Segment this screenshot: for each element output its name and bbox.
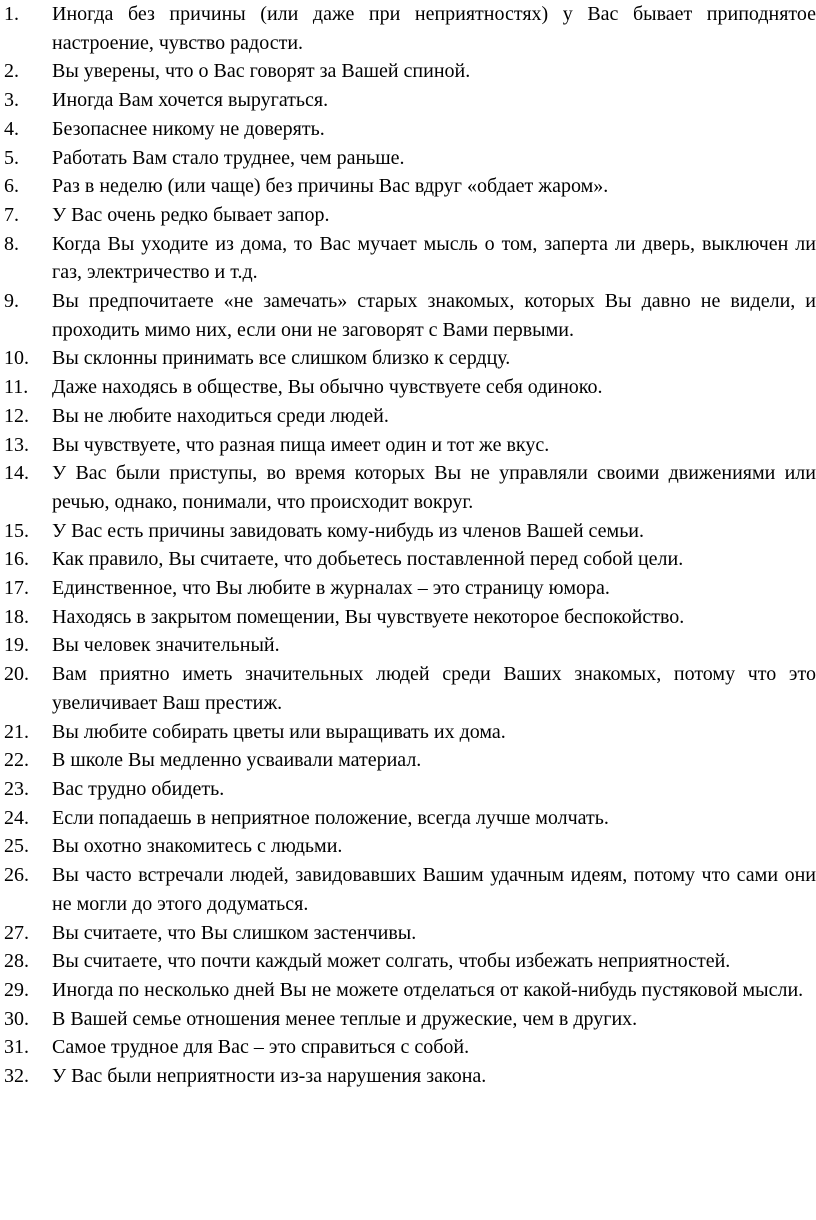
item-number: 30. — [4, 1007, 29, 1030]
item-number: 13. — [4, 433, 29, 456]
list-item — [0, 976, 816, 1005]
list-item — [0, 373, 816, 402]
item-number: 9. — [4, 290, 19, 313]
item-number: 10. — [4, 347, 29, 370]
item-text: Иногда Вам хочется выругаться. — [52, 89, 329, 112]
list-item — [0, 201, 816, 230]
list-item — [0, 919, 816, 948]
item-text: Вы предпочитаете «не замечать» старых знакомых, которых Вы давно не видели, и проходить мимо них, если они не заговорят с Вами первыми. — [52, 290, 816, 341]
item-number: 28. — [4, 950, 29, 973]
list-item — [0, 1033, 816, 1062]
list-item — [0, 402, 816, 431]
item-number: 4. — [4, 117, 19, 140]
item-number: 19. — [4, 634, 29, 657]
list-item — [0, 574, 816, 603]
list-item — [0, 947, 816, 976]
list-item — [0, 631, 816, 660]
item-text: Вы не любите находиться среди людей. — [52, 404, 389, 427]
list-item — [0, 144, 816, 173]
item-text: У Вас есть причины завидовать кому-нибудь из членов Вашей семьи. — [52, 519, 645, 542]
item-text: Вас трудно обидеть. — [52, 777, 225, 800]
item-number: 16. — [4, 548, 29, 571]
item-number: 32. — [4, 1065, 29, 1088]
list-item — [0, 832, 816, 861]
list-item — [0, 775, 816, 804]
list-item — [0, 861, 816, 918]
list-item — [0, 344, 816, 373]
item-number: 25. — [4, 835, 29, 858]
item-text: Если попадаешь в неприятное положение, всегда лучше молчать. — [52, 806, 609, 829]
list-item — [0, 115, 816, 144]
item-number: 1. — [4, 3, 19, 25]
list-item — [0, 804, 816, 833]
list-item — [0, 230, 816, 287]
item-text: В школе Вы медленно усваивали материал. — [52, 749, 422, 772]
list-item — [0, 1005, 816, 1034]
item-text: Вы любите собирать цветы или выращивать их дома. — [52, 720, 506, 743]
item-text: Иногда без причины (или даже при неприятностях) у Вас бывает приподнятое настроение, чувство радости. — [52, 3, 816, 54]
list-item — [0, 718, 816, 747]
item-text: Вы охотно знакомитесь с людьми. — [52, 835, 343, 858]
item-text: Работать Вам стало труднее, чем раньше. — [52, 146, 405, 169]
list-item — [0, 57, 816, 86]
item-number: 7. — [4, 203, 19, 226]
item-number: 20. — [4, 663, 29, 686]
item-number: 24. — [4, 806, 29, 829]
list-item — [0, 459, 816, 516]
item-text: У Вас очень редко бывает запор. — [52, 203, 330, 226]
item-text: Как правило, Вы считаете, что добьетесь поставленной перед собой цели. — [52, 548, 684, 571]
item-number: 31. — [4, 1036, 29, 1059]
item-text: Вы считаете, что Вы слишком застенчивы. — [52, 921, 417, 944]
item-text: Единственное, что Вы любите в журналах – это страницу юмора. — [52, 577, 610, 600]
item-number: 22. — [4, 749, 29, 772]
item-text: Вы считаете, что почти каждый может солгать, чтобы избежать неприятностей. — [52, 950, 731, 973]
item-number: 2. — [4, 60, 19, 83]
item-text: Вам приятно иметь значительных людей среди Ваших знакомых, потому что это увеличивает Ваш престиж. — [52, 663, 816, 714]
item-number: 3. — [4, 89, 19, 112]
list-item — [0, 86, 816, 115]
item-number: 17. — [4, 577, 29, 600]
item-number: 18. — [4, 605, 29, 628]
item-text: Вы человек значительный. — [52, 634, 280, 657]
list-item — [0, 172, 816, 201]
item-text: Находясь в закрытом помещении, Вы чувствуете некоторое беспокойство. — [52, 605, 685, 628]
item-number: 5. — [4, 146, 19, 169]
item-number: 8. — [4, 232, 19, 255]
item-text: Иногда по несколько дней Вы не можете отделаться от какой-нибудь пустяковой мысли. — [52, 978, 804, 1001]
item-text: В Вашей семье отношения менее теплые и дружеские, чем в других. — [52, 1007, 638, 1030]
item-text: У Вас были неприятности из-за нарушения закона. — [52, 1065, 487, 1088]
list-item — [0, 746, 816, 775]
item-text: Вы чувствуете, что разная пища имеет один и тот же вкус. — [52, 433, 550, 456]
item-number: 12. — [4, 404, 29, 427]
item-number: 21. — [4, 720, 29, 743]
list-item — [0, 545, 816, 574]
list-item — [0, 431, 816, 460]
item-text: Безопаснее никому не доверять. — [52, 117, 325, 140]
item-number: 26. — [4, 864, 29, 887]
item-text: Когда Вы уходите из дома, то Вас мучает мысль о том, заперта ли дверь, выключен ли газ, электричество и т.д. — [52, 232, 816, 284]
list-item — [0, 517, 816, 546]
item-number: 11. — [4, 376, 29, 399]
list-item — [0, 0, 816, 57]
item-text: Вы склонны принимать все слишком близко к сердцу. — [52, 347, 511, 370]
list-item — [0, 660, 816, 717]
item-text: Вы часто встречали людей, завидовавших Вашим удачным идеям, потому что сами они не могли до этого додуматься. — [52, 864, 816, 915]
list-item — [0, 287, 816, 344]
item-number: 15. — [4, 519, 29, 542]
item-text: Вы уверены, что о Вас говорят за Вашей спиной. — [52, 60, 471, 83]
item-number: 23. — [4, 777, 29, 800]
item-number: 6. — [4, 175, 19, 198]
item-text: У Вас были приступы, во время которых Вы не управляли своими движениями или речью, однако, понимали, что происходит вокруг. — [52, 462, 816, 513]
list-item — [0, 1062, 816, 1091]
item-text: Даже находясь в обществе, Вы обычно чувствуете себя одиноко. — [52, 376, 603, 399]
item-text: Самое трудное для Вас – это справиться с собой. — [52, 1036, 470, 1059]
item-number: 29. — [4, 978, 29, 1001]
item-number: 27. — [4, 921, 29, 944]
item-text: Раз в неделю (или чаще) без причины Вас вдруг «обдает жаром». — [52, 175, 609, 198]
item-number: 14. — [4, 462, 29, 485]
list-item — [0, 603, 816, 632]
